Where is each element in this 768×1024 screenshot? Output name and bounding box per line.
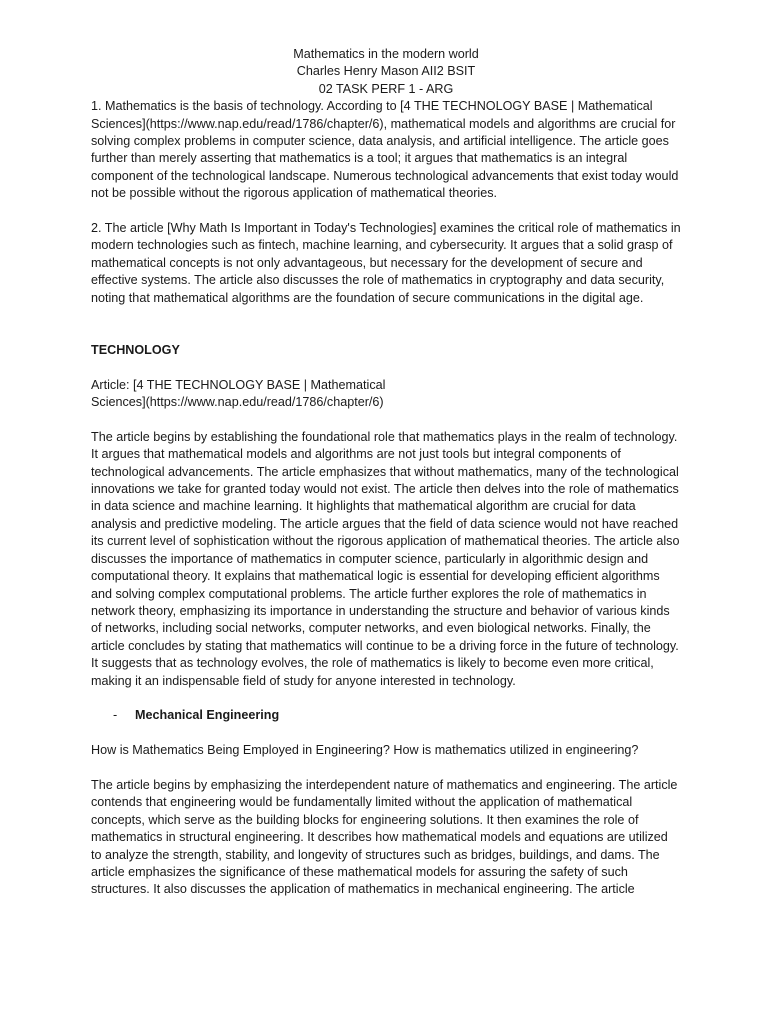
spacer bbox=[91, 725, 681, 742]
technology-heading: TECHNOLOGY bbox=[91, 342, 180, 357]
article-reference-line-2: Sciences](https://www.nap.edu/read/1786/chapter/6) bbox=[91, 395, 384, 410]
task-line: 02 TASK PERF 1 - ARG bbox=[318, 81, 454, 96]
technology-body-paragraph: The article begins by establishing the foundational role that mathematics plays in the realm of technology. It argues that mathematical models and algorithms are not just tools but integral components of technological advancements. The article emphasizes that without mathematics, many of the technological innovations we take for granted today would not exist. The article then delves into the role of mathematics in data science and machine learning. It highlights that mathematical algorithm are crucial for data analysis and predictive modeling. The article argues that the field of data science would not have reached its current level of sophistication without the rigorous application of mathematical theories. The article also discusses the importance of mathematics in computer science, particularly in algorithmic design and computational theory. It explains that mathematical logic is essential for developing efficient algorithms and solving complex computational problems. The article further explores the role of mathematics in network theory, emphasizing its importance in understanding the structure and behavior of various kinds of networks, including social networks, computer networks, and even biological networks. Finally, the article concludes by stating that mathematics will continue to be a driving force in the future of technology. It suggests that as technology evolves, the role of mathematics is likely to become even more critical, making it an indispensable field of study for anyone interested in technology. bbox=[91, 429, 680, 688]
document-content bbox=[91, 46, 681, 899]
spacer bbox=[91, 324, 681, 341]
intro-paragraph-2: 2. The article [Why Math Is Important in Today's Technologies] examines the critical role of mathematics in modern technologies such as fintech, machine learning, and cybersecurity. It argues that a solid grasp of mathematical concepts is not only advantageous, but necessary for the development of secure and effective systems. The article also discusses the role of mathematics in cryptography and data security, noting that mathematical algorithms are the foundation of secure communications in the digital age. bbox=[91, 221, 681, 305]
spacer bbox=[91, 307, 681, 324]
mechanical-engineering-heading: Mechanical Engineering bbox=[135, 708, 280, 723]
spacer bbox=[91, 203, 681, 220]
engineering-body-paragraph: The article begins by emphasizing the interdependent nature of mathematics and engineering. The article contends that engineering would be fundamentally limited without the application of mathematical concepts, which serve as the building blocks for engineering solutions. It then examines the role of mathematics in structural engineering. It describes how mathematical models and equations are utilized to analyze the strength, stability, and longevity of structures such as bridges, buildings, and dams. The article emphasizes the significance of these mathematical models for assuring the safety of such structures. It also discusses the application of mathematics in mechanical engineering. The article bbox=[91, 777, 678, 897]
intro-paragraph-1: 1. Mathematics is the basis of technology. According to [4 THE TECHNOLOGY BASE | Mathematical Sciences](https://www.nap.edu/read/1786/chapter/6), mathematical models and algorithms are crucial for solving complex problems in computer science, data analysis, and artificial intelligence. The article goes further than merely asserting that mathematics is a tool; it argues that mathematics is an integral component of the technological landscape. Numerous technological advancements that exist today would not be possible without the rigorous application of mathematical theories. bbox=[91, 99, 679, 201]
mechanical-engineering-bullet bbox=[91, 707, 681, 724]
spacer bbox=[91, 690, 681, 707]
spacer bbox=[91, 359, 681, 376]
bullet-dash: - bbox=[113, 708, 118, 723]
spacer bbox=[91, 760, 681, 777]
document-title: Mathematics in the modern world bbox=[293, 47, 479, 61]
spacer bbox=[91, 411, 681, 428]
engineering-question: How is Mathematics Being Employed in Engineering? How is mathematics utilized in engineering? bbox=[91, 743, 639, 758]
author-line: Charles Henry Mason AII2 BSIT bbox=[296, 64, 476, 79]
article-reference-line-1: Article: [4 THE TECHNOLOGY BASE | Mathematical bbox=[91, 377, 386, 392]
